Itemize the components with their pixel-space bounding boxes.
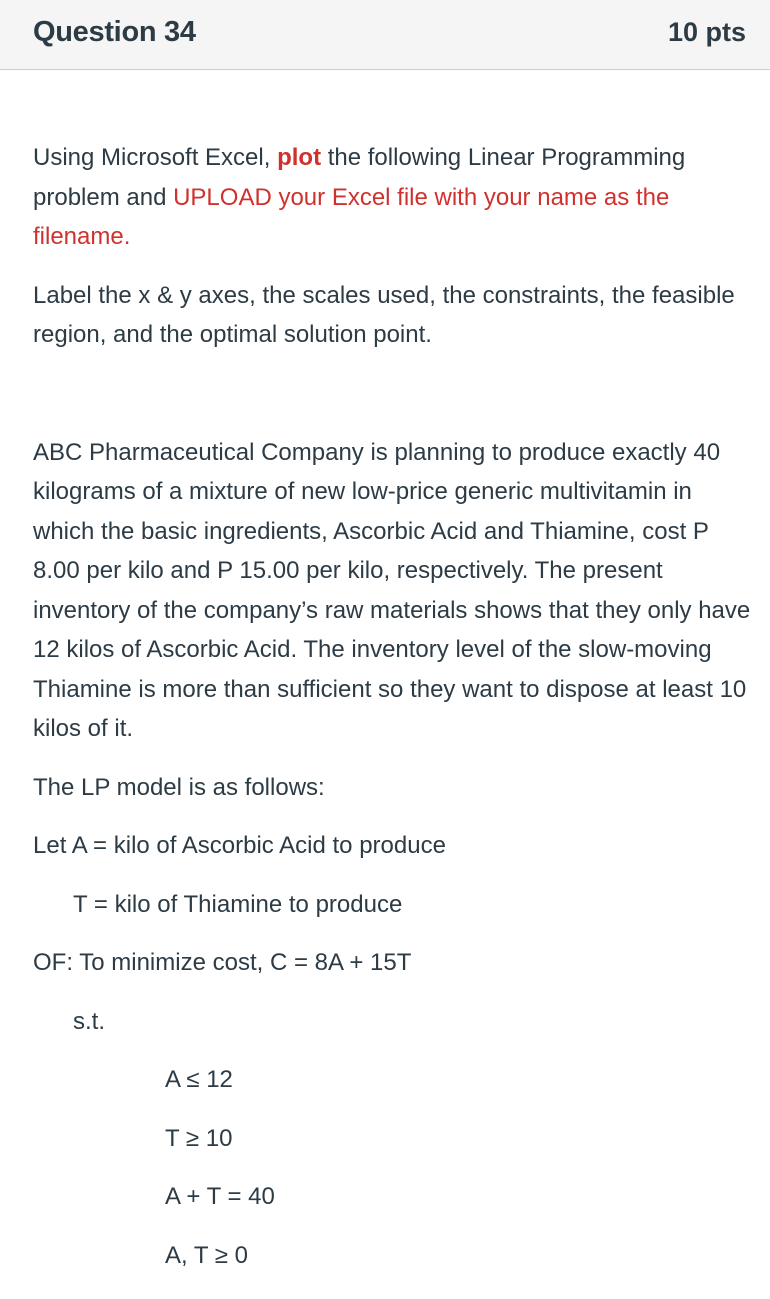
intro-text-1: Using Microsoft Excel,: [33, 144, 278, 171]
intro-text-2: the following Linear Programming problem and: [33, 144, 686, 211]
subject-to-label: s.t.: [73, 1007, 106, 1035]
constraint-3: A + T = 40: [165, 1183, 275, 1210]
intro-paragraph: [33, 138, 753, 257]
constraint-1: A ≤ 12: [165, 1066, 233, 1093]
question-body: [33, 138, 753, 1294]
variable-t-definition: T = kilo of Thiamine to produce: [73, 890, 403, 918]
objective-function: OF: To minimize cost, C = 8A + 15T: [33, 949, 412, 976]
question-title: Question 34: [33, 16, 196, 48]
label-instructions: Label the x & y axes, the scales used, the constraints, the feasible region, and the optimal solution point.: [33, 281, 735, 348]
constraint-2: T ≥ 10: [165, 1124, 233, 1152]
plot-emphasis: plot: [277, 144, 322, 171]
model-heading: The LP model is as follows:: [33, 773, 325, 801]
question-header: [0, 0, 770, 70]
problem-statement: ABC Pharmaceutical Company is planning to produce exactly 40 kilograms of a mixture of new low-price generic multivitamin in which the basic ingredients, Ascorbic Acid and Thiamine, cost P 8.00 per kilo and P 15.00 per kilo, respectively. The present inventory of the company’s raw materials shows that they only have 12 kilos of Ascorbic Acid. The inventory level of the slow-moving Thiamine is more than sufficient so they want to dispose at least 10 kilos of it.: [33, 438, 751, 742]
question-points: 10 pts: [667, 17, 746, 47]
upload-emphasis: UPLOAD your Excel file with your name as the filename.: [33, 183, 670, 250]
constraint-4: A, T ≥ 0: [165, 1241, 248, 1269]
variable-a-definition: Let A = kilo of Ascorbic Acid to produce: [33, 832, 446, 859]
